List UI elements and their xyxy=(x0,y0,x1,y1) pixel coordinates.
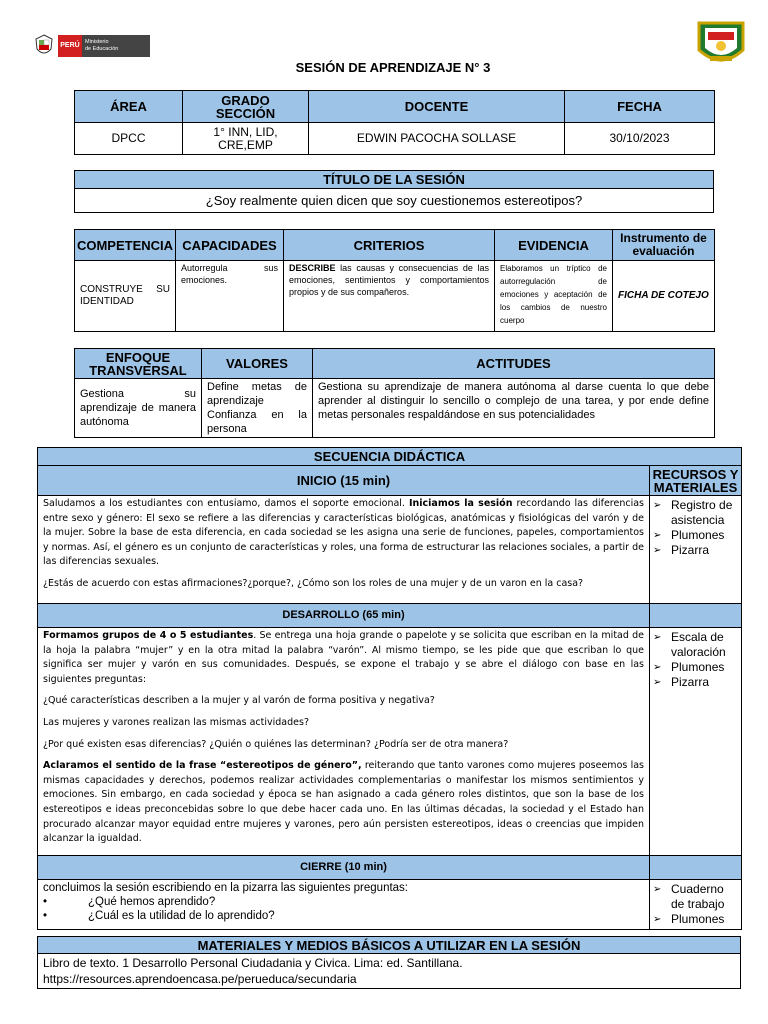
info-table xyxy=(74,90,715,155)
peru-shield-icon xyxy=(33,33,55,58)
materiales-content: Libro de texto. 1 Desarrollo Personal Ciudadania y Civica. Lima: ed. Santillana. https://resources.aprendoencasa.pe/perueduca/secundaria xyxy=(38,954,741,989)
arrow-bullet-icon: ➢ xyxy=(653,677,662,688)
list-item: ➢ Pizarra xyxy=(653,675,710,689)
desarrollo-header: DESARROLLO (65 min) xyxy=(38,604,650,628)
header-competencia: COMPETENCIA xyxy=(75,230,176,261)
capacidades-value: Autorregula sus emociones. xyxy=(176,261,284,332)
docente-value: EDWIN PACOCHA SOLLASE xyxy=(309,123,565,155)
arrow-bullet-icon: ➢ xyxy=(653,632,662,643)
inicio-content: Saludamos a los estudiantes con entusiamo, damos el soporte emocional. Iniciamos la sesión recordando las diferencias entre sexo y género: El sexo se refiere a las diferencias y características biológicas, anatómicas y fisiológicas del varón y de la mujer. Sobre la base de esta diferencia, en cada sociedad se les asigna una serie de funciones, papeles, comportamientos y normas. Así, el género es un conjunto de características y roles, una forma de estructurar las relaciones sociales, a partir de las diferencias sexuales. ¿Estás de acuerdo con estas afirmaciones?¿porque?, ¿Cómo son los roles de una mujer y de un varon en la casa? xyxy=(38,496,650,604)
competencia-value: CONSTRUYE SU IDENTIDAD xyxy=(75,261,176,332)
header-docente: DOCENTE xyxy=(309,91,565,123)
peru-label: PERÚ xyxy=(58,35,82,57)
valores-value: Define metas de aprendizaje Confianza en la persona xyxy=(202,379,313,438)
titulo-header: TÍTULO DE LA SESIÓN xyxy=(75,171,714,189)
list-item: ➢ Escala de valoración xyxy=(653,630,726,659)
list-item: ➢ Pizarra xyxy=(653,543,710,557)
evidencia-value: Elaboramos un tríptico de autorregulación de emociones y aceptación de los cambios de nuestro cuerpo xyxy=(495,261,613,332)
cierre-header: CIERRE (10 min) xyxy=(38,855,650,879)
list-item: ➢ Cuaderno de trabajo xyxy=(653,881,725,911)
cierre-content: concluimos la sesión escribiendo en la pizarra las siguientes preguntas: • ¿Qué hemos aprendido? • ¿Cuál es la utilidad de lo aprendido? xyxy=(38,879,650,929)
arrow-bullet-icon: ➢ xyxy=(653,662,662,673)
header-grado-seccion: GRADO SECCIÓN xyxy=(183,91,309,123)
header-capacidades: CAPACIDADES xyxy=(176,230,284,261)
recursos-header: RECURSOS Y MATERIALES xyxy=(650,466,742,496)
inicio-header: INICIO (15 min) xyxy=(38,466,650,496)
secuencia-table xyxy=(37,447,742,930)
desarrollo-recursos xyxy=(650,628,742,856)
arrow-bullet-icon: ➢ xyxy=(653,530,662,541)
bullet-icon: • xyxy=(43,895,48,908)
competencia-table xyxy=(74,229,715,332)
actitudes-value: Gestiona su aprendizaje de manera autónoma al darse cuenta lo que debe aprender al distinguir lo sencillo o complejo de una tarea, y por ende define metas personales respaldándose en sus potencialidades xyxy=(313,379,715,438)
arrow-bullet-icon: ➢ xyxy=(653,500,662,511)
arrow-bullet-icon: ➢ xyxy=(653,913,662,925)
arrow-bullet-icon: ➢ xyxy=(653,883,662,895)
header-evidencia: EVIDENCIA xyxy=(495,230,613,261)
header-enfoque: ENFOQUE TRANSVERSAL xyxy=(75,349,202,379)
header-instrumento: Instrumento de evaluación xyxy=(613,230,715,261)
header-criterios: CRITERIOS xyxy=(284,230,495,261)
list-item: ➢ Plumones xyxy=(653,528,725,542)
materiales-table xyxy=(37,936,741,989)
session-title: ¿Soy realmente quien dicen que soy cuestionemos estereotipos? xyxy=(75,189,714,213)
bullet-icon: • xyxy=(43,909,48,922)
enfoque-table xyxy=(74,348,715,438)
header-actitudes: ACTITUDES xyxy=(313,349,715,379)
cierre-recursos xyxy=(650,879,742,929)
desarrollo-content: Formamos grupos de 4 o 5 estudiantes. Se entrega una hoja grande o papelote y se solicita que escriban en la mitad de la hoja la palabra “mujer” y en la otra mitad la palabra “varón”. Al mismo tiempo, se les pide que que escriban lo que significa ser mujer y varón en sus comunidades. Después, se expone el trabajo y se abre el diálogo con base en las siguientes preguntas: ¿Qué características describen a la mujer y al varón de forma positiva y negativa? Las mujeres y varones realizan las mismas actividades? ¿Por qué existen esas diferencias? ¿Quién o quiénes las determinan? ¿Podría ser de otra manera? Aclaramos el sentido de la frase “estereotipos de género”, reiterando que tanto varones como mujeres poseemos las mismas capacidades y derechos, podemos realizar actividades complementarias o manifestar los mismos sentimientos y emociones. Sin embargo, en cada sociedad y época se han asignado a cada género roles distintos, que son la base de los estereotipos e ideas preconcebidas sobre lo que debe hacer cada uno. En las últimas décadas, la sociedad y el Estado han procurado alcanzar mayor equidad entre mujeres y varones, pero aún persisten estereotipos, ideas o creencias que impiden alcanzar la igualdad. xyxy=(38,628,650,856)
list-item: ➢ Registro de asistencia xyxy=(653,498,733,527)
fecha-value: 30/10/2023 xyxy=(565,123,715,155)
secuencia-header: SECUENCIA DIDÁCTICA xyxy=(38,448,742,466)
minedu-logo xyxy=(33,33,153,58)
list-item: ➢ Plumones xyxy=(653,911,725,926)
header-fecha: FECHA xyxy=(565,91,715,123)
list-item: ➢ Plumones xyxy=(653,660,725,674)
area-value: DPCC xyxy=(75,123,183,155)
materiales-header: MATERIALES Y MEDIOS BÁSICOS A UTILIZAR EN LA SESIÓN xyxy=(38,937,741,954)
header-area: ÁREA xyxy=(75,91,183,123)
inicio-recursos xyxy=(650,496,742,604)
arrow-bullet-icon: ➢ xyxy=(653,545,662,556)
criterios-value: DESCRIBE las causas y consecuencias de las emociones, sentimientos y comportamientos propios y de sus compañeros. xyxy=(284,261,495,332)
instrumento-value: FICHA DE COTEJO xyxy=(613,261,715,332)
titulo-table xyxy=(74,170,714,213)
header-valores: VALORES xyxy=(202,349,313,379)
page-title: SESIÓN DE APRENDIZAJE N° 3 xyxy=(295,60,491,75)
ministry-label: Ministerio de Educación xyxy=(82,35,150,57)
enfoque-value: Gestiona su aprendizaje de manera autónoma xyxy=(75,379,202,438)
grado-value: 1° INN, LID, CRE,EMP xyxy=(183,123,309,155)
